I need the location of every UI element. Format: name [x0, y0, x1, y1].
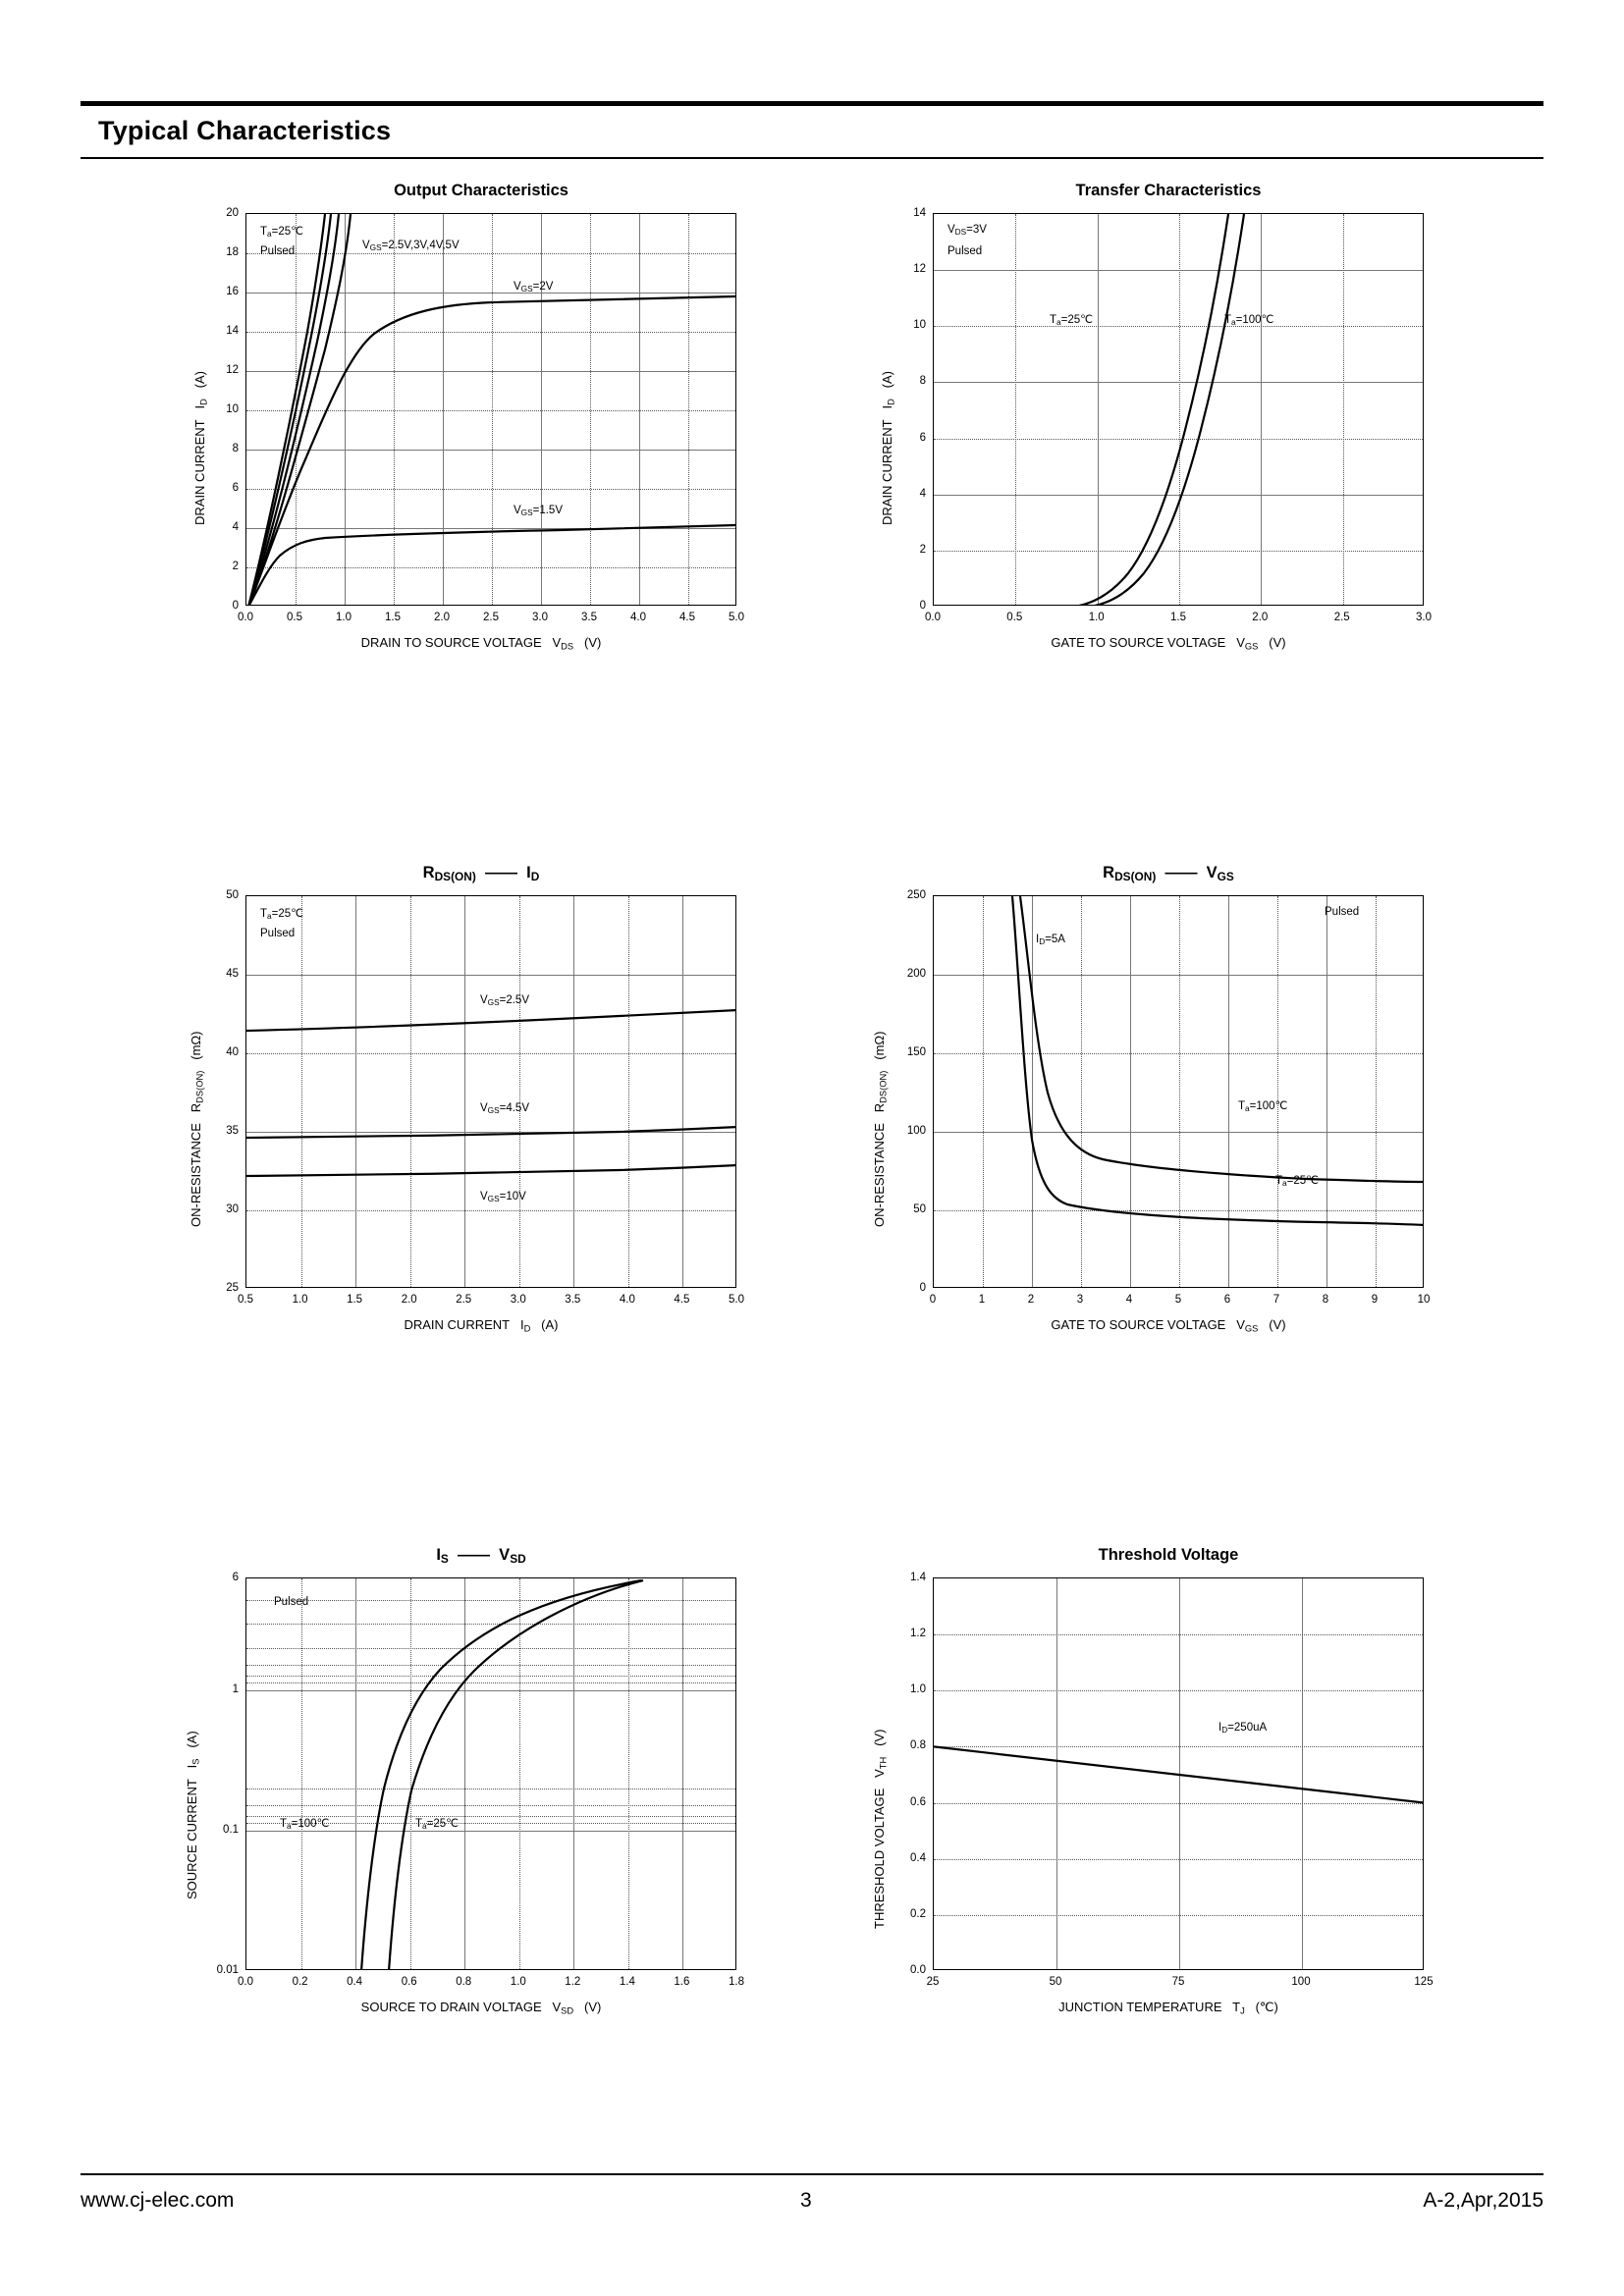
annotation-vgs-10: $V_{GS}=10V$: [480, 1191, 526, 1204]
chart-title: Transfer Characteristics: [1075, 182, 1262, 199]
curve-group: [934, 214, 1424, 606]
annotation-vgs-25: $V_{GS}=2.5V$: [480, 994, 529, 1008]
y-axis-sub: S: [190, 1758, 201, 1765]
x-axis-sub: J: [1240, 2005, 1245, 2016]
xtick: 8: [1322, 1294, 1329, 1306]
xtick: 10: [1417, 1294, 1431, 1306]
xtick: 3.5: [565, 1294, 581, 1306]
xtick: 5.0: [729, 1294, 744, 1306]
ytick: 200: [906, 968, 926, 980]
ytick: 0: [919, 1282, 926, 1294]
plot-area: [245, 1577, 736, 1970]
plot-area: [245, 213, 736, 606]
annotation-ta-100: $T_a=100℃$: [280, 1818, 330, 1832]
y-axis-label: [872, 1032, 888, 1227]
ytick: 6: [232, 1572, 239, 1583]
ytick: 4: [232, 521, 239, 533]
ytick: 8: [232, 443, 239, 454]
curve-group: [246, 896, 736, 1288]
plot-area: [245, 895, 736, 1288]
y-axis-unit: (A): [880, 370, 894, 389]
ytick: 12: [913, 263, 926, 276]
xtick: 125: [1414, 1976, 1434, 1988]
ytick: 0: [919, 600, 926, 612]
chart-title-v: V: [1206, 864, 1218, 881]
chart-title-v: V: [499, 1546, 511, 1564]
xtick: 1.0: [336, 612, 352, 623]
xtick: 0.2: [292, 1976, 308, 1988]
ytick: 6: [919, 431, 926, 444]
bottom-rule: [81, 2173, 1543, 2175]
annotation-ta-100: $T_a=100℃$: [1224, 314, 1274, 328]
xtick: 0.6: [401, 1976, 417, 1988]
chart-title-vsub: SD: [510, 1551, 526, 1566]
xtick: 0.0: [238, 1976, 253, 1988]
xtick: 2.5: [483, 612, 499, 623]
x-axis-label: [854, 2000, 1483, 2015]
x-axis-label: [167, 635, 795, 651]
x-axis-label-text: DRAIN CURRENT: [404, 1317, 511, 1332]
ytick: 30: [226, 1203, 239, 1215]
ytick: 10: [913, 319, 926, 332]
ytick: 20: [226, 207, 239, 219]
chart-title: [167, 1546, 795, 1566]
chart-title-dash: ——: [458, 1546, 490, 1564]
xtick: 3.0: [510, 1294, 526, 1306]
x-axis-sub: GS: [1244, 1323, 1259, 1334]
annotation-pulsed: Pulsed: [260, 245, 296, 257]
page-title: Typical Characteristics: [98, 116, 392, 145]
ytick: 14: [226, 325, 239, 337]
x-axis-label: [854, 635, 1483, 651]
chart-threshold-voltage: [854, 1546, 1483, 2076]
x-axis-symbol: V: [1236, 1317, 1245, 1332]
x-axis-unit: (V): [1269, 1317, 1286, 1332]
x-axis-label: [167, 1317, 795, 1333]
xtick: 0.5: [238, 1294, 253, 1306]
xtick: 4.5: [679, 612, 695, 623]
ytick: 18: [226, 246, 239, 258]
chart-title-r: R: [1103, 864, 1115, 881]
xtick: 0: [929, 1294, 937, 1306]
annotation-ta-100: $T_a=100℃$: [1238, 1100, 1288, 1114]
xtick: 3.0: [532, 612, 548, 623]
xtick: 0.5: [287, 612, 302, 623]
annotation-vgs-family: $V_{GS}=2.5V,3V,4V,5V$: [362, 240, 460, 253]
top-rule: [81, 101, 1543, 106]
y-axis-symbol: R: [872, 1102, 887, 1113]
x-axis-symbol: I: [519, 1317, 524, 1332]
y-axis-label-text: ON-RESISTANCE: [189, 1123, 203, 1227]
ytick: 0.01: [216, 1964, 239, 1976]
annotation-vgs-2v: $V_{GS}=2V$: [514, 281, 554, 294]
ytick: 8: [919, 375, 926, 388]
y-axis-label: [192, 371, 208, 525]
curve-group: [934, 896, 1424, 1288]
x-axis-unit: (V): [583, 635, 602, 650]
chart-title-dash: ——: [1164, 864, 1198, 881]
annotation-pulsed: Pulsed: [947, 245, 983, 257]
x-axis-label-text: GATE TO SOURCE VOLTAGE: [1051, 635, 1226, 650]
xtick: 2.5: [1333, 612, 1350, 623]
plot-area: [933, 1577, 1424, 1970]
ytick: 100: [906, 1125, 926, 1137]
y-axis-unit: (A): [185, 1731, 199, 1748]
ytick: 2: [919, 543, 926, 556]
x-axis-unit: (V): [1269, 635, 1286, 650]
xtick: 3: [1076, 1294, 1084, 1306]
xtick: 0.0: [925, 612, 941, 623]
ytick: 4: [919, 487, 926, 500]
ytick: 12: [226, 364, 239, 376]
chart-title-vsub: GS: [1217, 869, 1234, 883]
annotation-vds: $V_{DS}=3V$: [947, 224, 987, 238]
ytick: 1.0: [910, 1683, 926, 1696]
xtick: 1.5: [347, 1294, 363, 1306]
x-axis-label-text: JUNCTION TEMPERATURE: [1058, 2000, 1222, 2014]
chart-title-rsub: DS(ON): [1114, 869, 1157, 883]
y-axis-label-text: ON-RESISTANCE: [872, 1123, 887, 1227]
chart-title: Threshold Voltage: [1098, 1546, 1239, 1564]
xtick: 6: [1223, 1294, 1231, 1306]
y-axis-sub: D: [886, 399, 896, 405]
x-axis-sub: SD: [561, 2005, 574, 2016]
footer-revision: A-2,Apr,2015: [1423, 2189, 1543, 2212]
xtick: 3.5: [581, 612, 597, 623]
y-axis-label-text: DRAIN CURRENT: [880, 419, 894, 525]
chart-title-rsub: DS(ON): [434, 869, 476, 883]
xtick: 50: [1049, 1976, 1062, 1988]
xtick: 0.4: [347, 1976, 363, 1988]
x-axis-unit: (A): [541, 1317, 559, 1332]
xtick: 0.0: [238, 612, 253, 623]
footer-website[interactable]: www.cj-elec.com: [81, 2189, 235, 2212]
xtick: 75: [1171, 1976, 1185, 1988]
x-axis-label-text: DRAIN TO SOURCE VOLTAGE: [360, 635, 542, 650]
xtick: 0.8: [456, 1976, 472, 1988]
y-axis-symbol: I: [192, 404, 207, 409]
footer-page-number: 3: [800, 2189, 812, 2212]
ytick: 0.4: [910, 1851, 926, 1864]
annotation-id-5a: $I_D=5A$: [1036, 934, 1065, 947]
ytick: 1: [232, 1682, 239, 1695]
y-axis-label: [872, 1730, 888, 1929]
annotation-ta-25: $T_a=25℃$: [1275, 1175, 1320, 1189]
chart-title: [167, 864, 795, 883]
xtick: 1.8: [729, 1976, 744, 1988]
xtick: 1.2: [565, 1976, 581, 1988]
xtick: 1.5: [385, 612, 401, 623]
ytick: 0.1: [223, 1823, 239, 1836]
xtick: 5.0: [729, 612, 744, 623]
annotation-id-250ua: $I_D=250uA$: [1218, 1722, 1268, 1735]
x-axis-unit: (V): [583, 2000, 602, 2014]
xtick: 1.0: [1088, 612, 1105, 623]
annotation-ta: $T_a=25℃$: [260, 226, 304, 240]
chart-title-dash: ——: [484, 864, 517, 881]
curve-group: [246, 1578, 736, 1970]
plot-area: [933, 895, 1424, 1288]
chart-output-characteristics: [167, 182, 795, 712]
chart-is-vs-vsd: [167, 1546, 795, 2076]
chart-title: [854, 864, 1483, 883]
y-axis-sub: TH: [878, 1756, 889, 1770]
annotation-pulsed: Pulsed: [1325, 906, 1360, 918]
x-axis-label-text: GATE TO SOURCE VOLTAGE: [1051, 1317, 1226, 1332]
y-axis-symbol: R: [189, 1102, 203, 1113]
y-axis-symbol: V: [872, 1769, 887, 1778]
chart-title-isub: D: [530, 869, 540, 883]
y-axis-label: [189, 1032, 204, 1227]
xtick: 4.0: [619, 1294, 635, 1306]
xtick: 5: [1174, 1294, 1182, 1306]
annotation-vgs-15v: $V_{GS}=1.5V$: [514, 505, 563, 518]
x-axis-symbol: V: [552, 635, 562, 650]
y-axis-sub: DS(ON): [878, 1070, 889, 1103]
xtick: 1.0: [510, 1976, 526, 1988]
xtick: 2.5: [456, 1294, 472, 1306]
xtick: 1.5: [1170, 612, 1186, 623]
ytick: 6: [232, 482, 239, 494]
ytick: 150: [906, 1046, 926, 1058]
y-axis-label-text: DRAIN CURRENT: [192, 419, 207, 525]
xtick: 3.0: [1416, 612, 1432, 623]
xtick: 2: [1027, 1294, 1035, 1306]
y-axis-symbol: I: [880, 404, 894, 409]
xtick: 2.0: [401, 1294, 417, 1306]
chart-title-i: I: [436, 1546, 441, 1564]
xtick: 4.5: [674, 1294, 690, 1306]
curve-group: [934, 1578, 1424, 1970]
chart-rdson-vs-vgs: [854, 864, 1483, 1394]
ytick: 16: [226, 286, 239, 297]
y-axis-unit: (mΩ): [872, 1031, 887, 1060]
y-axis-symbol: I: [185, 1764, 199, 1769]
ytick: 50: [226, 889, 239, 901]
xtick: 1.4: [619, 1976, 635, 1988]
xtick: 100: [1291, 1976, 1311, 1988]
ytick: 0.6: [910, 1795, 926, 1808]
x-axis-symbol: T: [1232, 2000, 1241, 2014]
xtick: 7: [1272, 1294, 1280, 1306]
ytick: 0.0: [910, 1964, 926, 1976]
chart-transfer-characteristics: [854, 182, 1483, 712]
xtick: 1.0: [292, 1294, 308, 1306]
x-axis-symbol: V: [1236, 635, 1245, 650]
ytick: 0.8: [910, 1739, 926, 1752]
y-axis-label: [185, 1731, 200, 1899]
title-underline: [81, 157, 1543, 159]
curve-group: [246, 214, 736, 606]
xtick: 4: [1125, 1294, 1133, 1306]
xtick: 2.0: [434, 612, 450, 623]
ytick: 2: [232, 561, 239, 572]
ytick: 50: [913, 1203, 926, 1215]
x-axis-sub: GS: [1244, 641, 1259, 652]
xtick: 9: [1371, 1294, 1379, 1306]
annotation-ta-25: $T_a=25℃$: [1050, 314, 1094, 328]
xtick: 4.0: [630, 612, 646, 623]
annotation-ta: $T_a=25℃$: [260, 908, 304, 922]
x-axis-label: [854, 1317, 1483, 1333]
xtick: 0.5: [1006, 612, 1023, 623]
plot-area: [933, 213, 1424, 606]
xtick: 25: [926, 1976, 940, 1988]
ytick: 10: [226, 403, 239, 415]
annotation-ta-25: $T_a=25℃$: [415, 1818, 460, 1832]
chart-rdson-vs-id: [167, 864, 795, 1394]
chart-title: Output Characteristics: [394, 182, 568, 199]
xtick: 1.6: [674, 1976, 690, 1988]
y-axis-label-text: SOURCE CURRENT: [185, 1779, 199, 1899]
y-axis-label: [880, 371, 895, 525]
ytick: 1.4: [910, 1572, 926, 1583]
y-axis-unit: (V): [872, 1729, 887, 1746]
annotation-pulsed: Pulsed: [260, 928, 296, 939]
y-axis-label-text: THRESHOLD VOLTAGE: [872, 1788, 887, 1929]
y-axis-sub: D: [198, 399, 209, 405]
ytick: 1.2: [910, 1628, 926, 1640]
ytick: 35: [226, 1125, 239, 1137]
ytick: 25: [226, 1282, 239, 1294]
y-axis-sub: DS(ON): [194, 1070, 205, 1103]
chart-title-i: I: [526, 864, 531, 881]
x-axis-unit: (℃): [1255, 2000, 1278, 2014]
x-axis-sub: DS: [561, 641, 574, 652]
x-axis-label-text: SOURCE TO DRAIN VOLTAGE: [360, 2000, 542, 2014]
ytick: 45: [226, 968, 239, 980]
y-axis-unit: (mΩ): [189, 1031, 203, 1060]
ytick: 250: [906, 889, 926, 901]
chart-title-r: R: [422, 864, 435, 881]
xtick: 2.0: [1252, 612, 1269, 623]
ytick: 0: [232, 600, 239, 612]
ytick: 40: [226, 1046, 239, 1058]
y-axis-unit: (A): [192, 370, 207, 389]
annotation-pulsed: Pulsed: [274, 1596, 309, 1608]
x-axis-label: [167, 2000, 795, 2015]
x-axis-sub: D: [523, 1323, 531, 1334]
chart-title-isub: S: [440, 1551, 449, 1566]
ytick: 0.2: [910, 1907, 926, 1920]
ytick: 14: [913, 207, 926, 219]
x-axis-symbol: V: [552, 2000, 562, 2014]
annotation-vgs-45: $V_{GS}=4.5V$: [480, 1102, 529, 1116]
xtick: 1: [978, 1294, 986, 1306]
